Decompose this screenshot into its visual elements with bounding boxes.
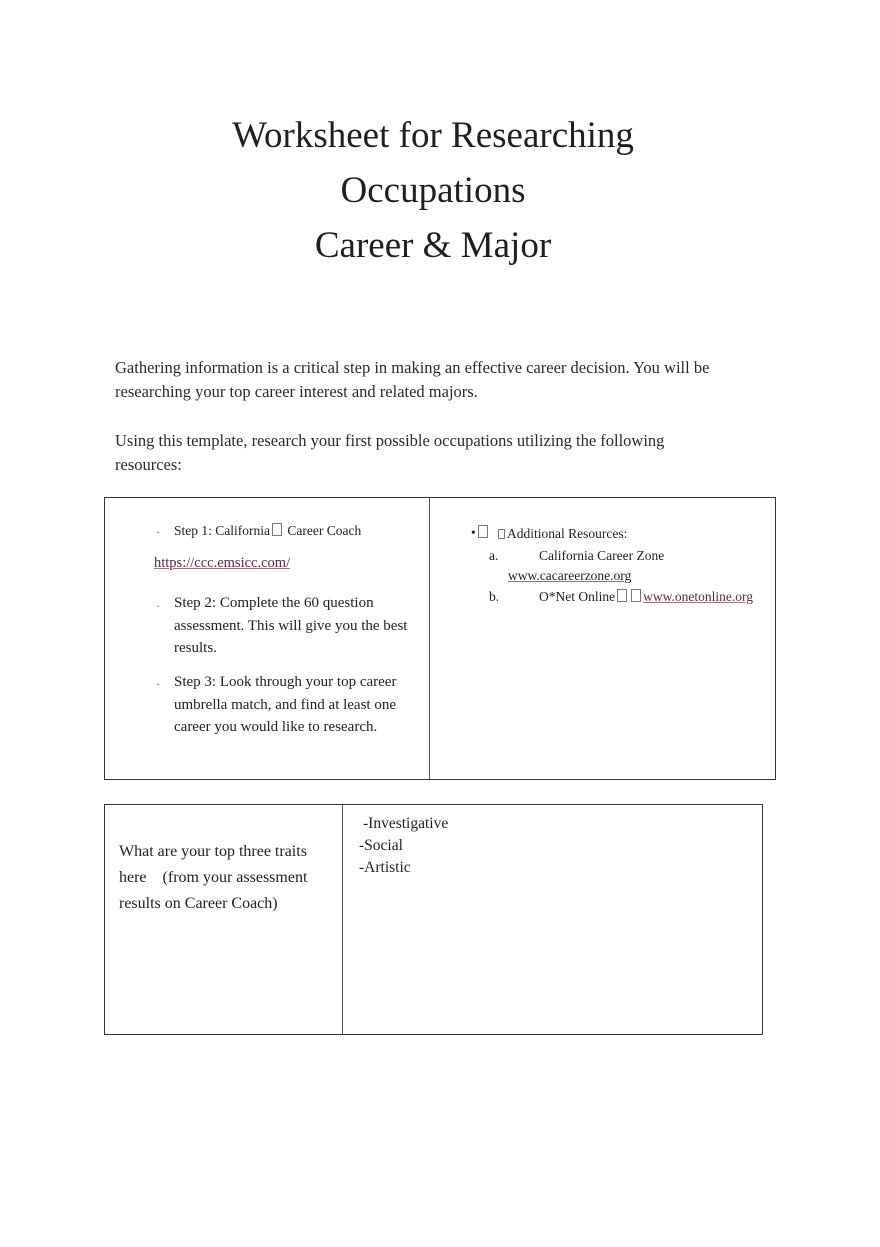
placeholder-box-icon	[498, 529, 505, 539]
resources-heading: Additional Resources:	[496, 526, 627, 542]
placeholder-box-icon	[272, 523, 282, 536]
placeholder-box-icon	[478, 525, 488, 538]
page-title	[0, 108, 866, 273]
title-line-3: Career & Major	[314, 225, 552, 266]
bullet-icon: ·	[156, 599, 160, 613]
step-2-text: Step 2: Complete the 60 question assessment. This will give you the best results.	[174, 595, 408, 656]
title-line-1: Worksheet for Researching	[232, 115, 634, 156]
bullet-icon: ·	[156, 525, 160, 539]
traits-question: What are your top three traits here (from your assessment results on Career Coach)	[119, 843, 312, 912]
resource-label-a: California Career Zone	[539, 548, 665, 563]
steps-cell	[105, 498, 430, 779]
resource-marker-b: b.	[489, 589, 500, 604]
traits-question-cell	[105, 805, 343, 1034]
steps-table	[104, 497, 776, 780]
traits-table	[104, 804, 763, 1035]
traits-answer-cell[interactable]	[343, 805, 762, 1034]
resources-bullet: •	[471, 525, 490, 541]
resource-marker-a: a.	[489, 548, 499, 563]
bullet-icon: ·	[156, 677, 160, 691]
trait-2: -Social	[359, 837, 403, 854]
trait-1: -Investigative	[363, 815, 449, 832]
intro-paragraph-2: Using this template, research your first possible occupations utilizing the following resources:	[115, 431, 665, 474]
trait-3: -Artistic	[359, 859, 411, 876]
intro-paragraph-1: Gathering information is a critical step in making an effective career decision. You will be researching your top career interest and related majors.	[115, 358, 710, 401]
resource-label-b: O*Net Online www.onetonline.org	[539, 589, 753, 604]
career-zone-link[interactable]: www.cacareerzone.org	[508, 568, 632, 583]
placeholder-box-icon	[631, 589, 641, 602]
resources-cell	[430, 498, 775, 779]
title-line-2: Occupations	[340, 170, 526, 211]
career-coach-link[interactable]: https://ccc.emsicc.com/	[154, 555, 291, 571]
placeholder-box-icon	[617, 589, 627, 602]
step-3-text: Step 3: Look through your top career umbrella match, and find at least one career you would like to research.	[174, 674, 397, 735]
onet-link[interactable]: www.onetonline.org	[643, 589, 753, 604]
step-1-text: Step 1: California Career Coach	[174, 523, 362, 538]
